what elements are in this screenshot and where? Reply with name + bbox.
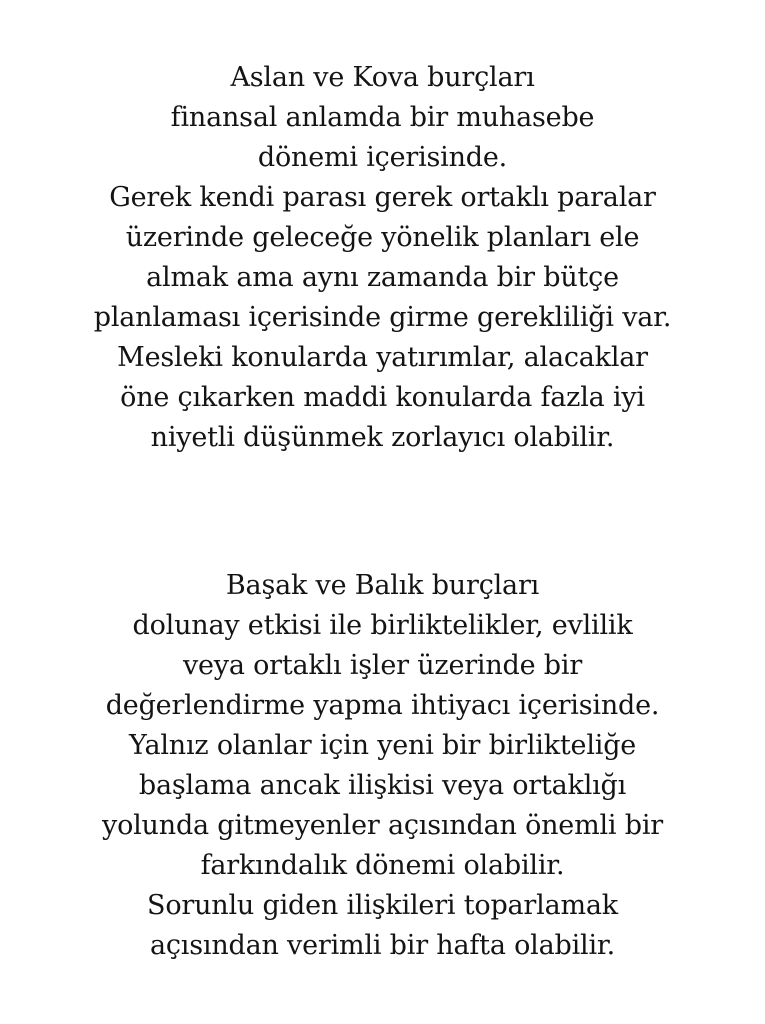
paragraph-line: Sorunlu giden ilişkileri toparlamak bbox=[147, 890, 618, 921]
paragraph-line: öne çıkarken maddi konularda fazla iyi bbox=[120, 382, 645, 413]
paragraph-line: finansal anlamda bir muhasebe bbox=[170, 102, 595, 133]
paragraph-line: Aslan ve Kova burçları bbox=[230, 62, 535, 93]
paragraph-line: planlaması içerisinde girme gerekliliği var. bbox=[93, 302, 672, 333]
paragraph-line: farkındalık dönemi olabilir. bbox=[200, 850, 565, 881]
paragraph-line: başlama ancak ilişkisi veya ortaklığı bbox=[138, 770, 627, 801]
paragraph-line: değerlendirme yapma ihtiyacı içerisinde. bbox=[105, 690, 660, 721]
paragraph-line: Mesleki konularda yatırımlar, alacaklar bbox=[117, 342, 648, 373]
paragraph-line: üzerinde geleceğe yönelik planları ele bbox=[125, 222, 640, 253]
paragraph-line: almak ama aynı zamanda bir bütçe bbox=[146, 262, 619, 293]
paragraph-line: Gerek kendi parası gerek ortaklı paralar bbox=[109, 182, 656, 213]
paragraph-line: Başak ve Balık burçları bbox=[225, 570, 540, 601]
paragraph-line: yolunda gitmeyenler açısından önemli bir bbox=[102, 810, 663, 841]
paragraph-line: niyetli düşünmek zorlayıcı olabilir. bbox=[150, 422, 615, 453]
paragraph-line: açısından verimli bir hafta olabilir. bbox=[149, 930, 616, 961]
basak-balik-paragraph bbox=[0, 566, 765, 966]
paragraph-line: dönemi içerisinde. bbox=[257, 142, 508, 173]
aslan-kova-paragraph bbox=[0, 58, 765, 458]
paragraph-line: dolunay etkisi ile birliktelikler, evlilik bbox=[132, 610, 633, 641]
paragraph-line: Yalnız olanlar için yeni bir birlikteliğe bbox=[128, 730, 637, 761]
paragraph-line: veya ortaklı işler üzerinde bir bbox=[182, 650, 583, 681]
